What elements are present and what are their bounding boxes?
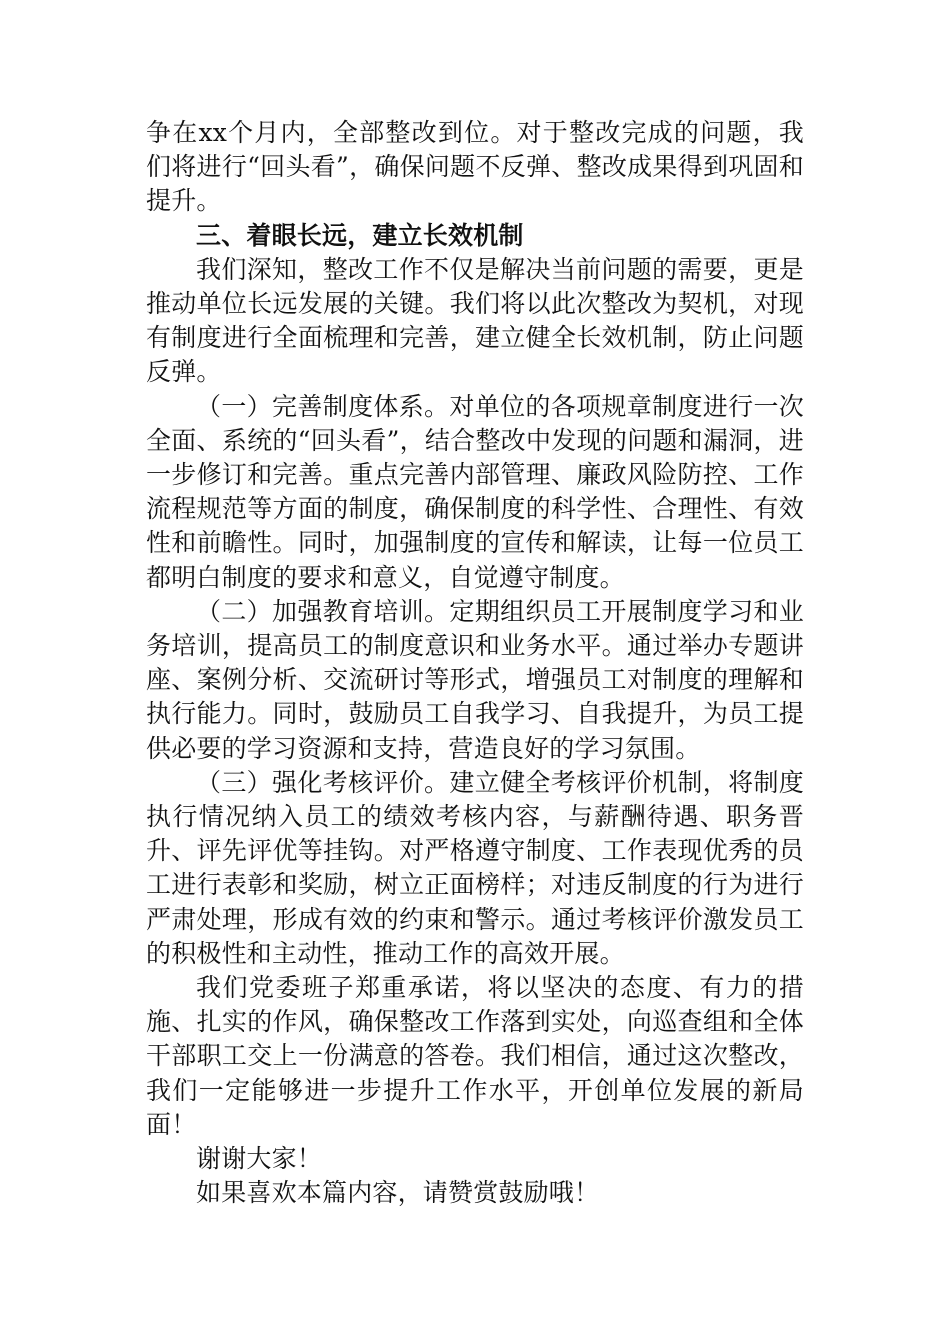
paragraph-thanks: 谢谢大家！ — [196, 1144, 323, 1174]
paragraph-commitment: 我们党委班子郑重承诺，将以坚决的态度、有力的措施、扎实的作风，确保整改工作落到实处，向巡查组和全体干部职工交上一份满意的答卷。我们相信，通过这次整改，我们一定能够进一步提升工作水平，开创单位发展的新局面！ — [146, 973, 804, 1139]
section-heading: 三、着眼长远，建立长效机制 — [196, 220, 524, 250]
paragraph-continuation: 争在xx个月内，全部整改到位。对于整改完成的问题，我们将进行“回头看”，确保问题不反弹、整改成果得到巩固和提升。 — [146, 118, 804, 216]
paragraph-item-3: （三）强化考核评价。建立健全考核评价机制，将制度执行情况纳入员工的绩效考核内容，与薪酬待遇、职务晋升、评先评优等挂钩。对严格遵守制度、工作表现优秀的员工进行表彰和奖励，树立正面榜样；对违反制度的行为进行严肃处理，形成有效的约束和警示。通过考核评价激发员工的积极性和主动性，推动工作的高效开展。 — [146, 767, 804, 968]
paragraph-item-1: （一）完善制度体系。对单位的各项规章制度进行一次全面、系统的“回头看”，结合整改中发现的问题和漏洞，进一步修订和完善。重点完善内部管理、廉政风险防控、工作流程规范等方面的制度，确保制度的科学性、合理性、有效性和前瞻性。同时，加强制度的宣传和解读，让每一位员工都明白制度的要求和意义，自觉遵守制度。 — [146, 391, 804, 592]
document-page — [146, 116, 804, 1211]
paragraph-intro: 我们深知，整改工作不仅是解决当前问题的需要，更是推动单位长远发展的关键。我们将以此次整改为契机，对现有制度进行全面梳理和完善，建立健全长效机制，防止问题反弹。 — [146, 254, 804, 387]
paragraph-item-2: （二）加强教育培训。定期组织员工开展制度学习和业务培训，提高员工的制度意识和业务水平。通过举办专题讲座、案例分析、交流研讨等形式，增强员工对制度的理解和执行能力。同时，鼓励员工自我学习、自我提升，为员工提供必要的学习资源和支持，营造良好的学习氛围。 — [146, 596, 804, 763]
paragraph-closing-note: 如果喜欢本篇内容，请赞赏鼓励哦！ — [196, 1178, 600, 1208]
